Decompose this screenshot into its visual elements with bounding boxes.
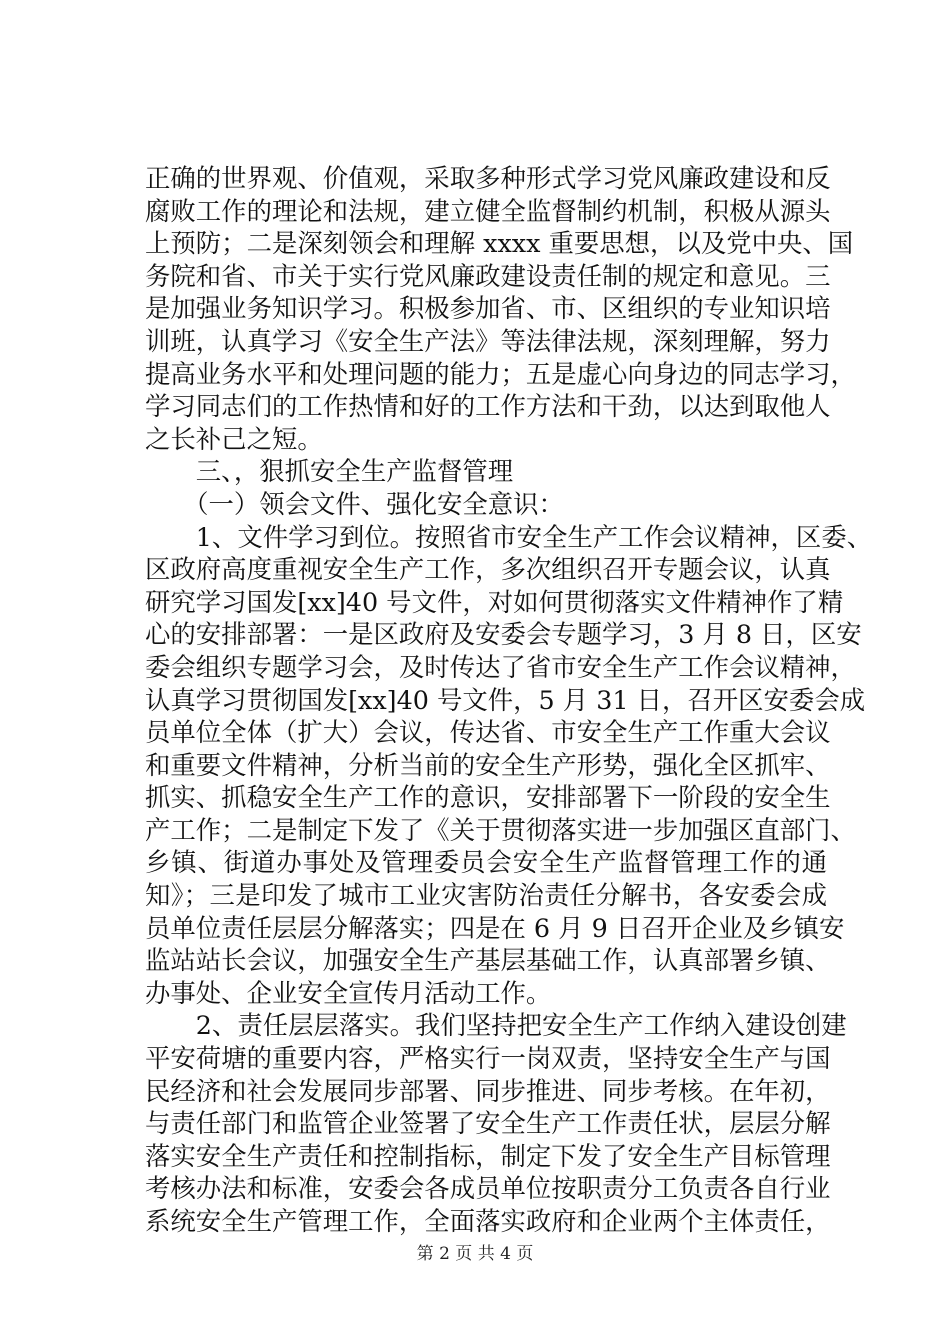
text-line: 和重要文件精神，分析当前的安全生产形势，强化全区抓牢、 <box>145 749 831 780</box>
text-line: 员单位全体（扩大）会议，传达省、市安全生产工作重大会议 <box>145 717 831 748</box>
text-line: 心的安排部署：一是区政府及安委会专题学习，3 月 8 日，区安 <box>145 619 862 650</box>
text-line: 监站站长会议，加强安全生产基层基础工作，认真部署乡镇、 <box>145 945 831 976</box>
text-line: 系统安全生产管理工作，全面落实政府和企业两个主体责任， <box>145 1206 831 1236</box>
text-line: 正确的世界观、价值观，采取多种形式学习党风廉政建设和反 <box>145 163 831 193</box>
page-footer: 第 2 页 共 4 页 <box>416 1244 534 1264</box>
text-line: 务院和省、市关于实行党风廉政建设责任制的规定和意见。三 <box>145 260 831 291</box>
text-line: 腐败工作的理论和法规，建立健全监督制约机制，积极从源头 <box>145 195 831 226</box>
text-line: 考核办法和标准，安委会各成员单位按职责分工负责各自行业 <box>145 1173 831 1204</box>
text-line: 员单位责任层层分解落实；四是在 6 月 9 日召开企业及乡镇安 <box>145 912 845 943</box>
text-line: （一）领会文件、强化安全意识： <box>145 488 564 519</box>
text-line: 产工作；二是制定下发了《关于贯彻落实进一步加强区直部门、 <box>145 814 856 845</box>
text-line: 认真学习贯彻国发[xx]40 号文件，5 月 31 日，召开区安委会成 <box>145 684 866 715</box>
text-line: 区政府高度重视安全生产工作，多次组织召开专题会议，认真 <box>145 554 831 585</box>
text-line: 学习同志们的工作热情和好的工作方法和干劲，以达到取他人 <box>145 391 831 422</box>
text-line: 1、文件学习到位。按照省市安全生产工作会议精神，区委、 <box>145 521 873 552</box>
text-line: 知》；三是印发了城市工业灾害防治责任分解书，各安委会成 <box>145 880 827 911</box>
text-line: 委会组织专题学习会，及时传达了省市安全生产工作会议精神， <box>145 651 856 682</box>
text-line: 办事处、企业安全宣传月活动工作。 <box>145 977 552 1008</box>
text-line: 乡镇、街道办事处及管理委员会安全生产监督管理工作的通 <box>145 847 827 878</box>
text-line: 平安荷塘的重要内容，严格实行一岗双责，坚持安全生产与国 <box>145 1043 831 1074</box>
text-line: 与责任部门和监管企业签署了安全生产工作责任状，层层分解 <box>145 1108 831 1139</box>
text-line: 抓实、抓稳安全生产工作的意识，安排部署下一阶段的安全生 <box>145 782 831 813</box>
text-line: 民经济和社会发展同步部署、同步推进、同步考核。在年初， <box>145 1075 831 1106</box>
document-body <box>145 162 873 1238</box>
text-line: 上预防；二是深刻领会和理解 xxxx 重要思想，以及党中央、国 <box>145 228 854 259</box>
text-line: 是加强业务知识学习。积极参加省、市、区组织的专业知识培 <box>145 293 831 324</box>
text-line: 三、，狠抓安全生产监督管理 <box>145 456 514 487</box>
text-line: 之长补己之短。 <box>145 423 323 454</box>
text-line: 研究学习国发[xx]40 号文件，对如何贯彻落实文件精神作了精 <box>145 586 844 617</box>
text-line: 落实安全生产责任和控制指标，制定下发了安全生产目标管理 <box>145 1140 831 1171</box>
text-line: 提高业务水平和处理问题的能力；五是虚心向身边的同志学习， <box>145 358 856 389</box>
text-line: 训班，认真学习《安全生产法》等法律法规，深刻理解，努力 <box>145 325 831 356</box>
text-line: 2、责任层层落实。我们坚持把安全生产工作纳入建设创建 <box>145 1010 847 1041</box>
